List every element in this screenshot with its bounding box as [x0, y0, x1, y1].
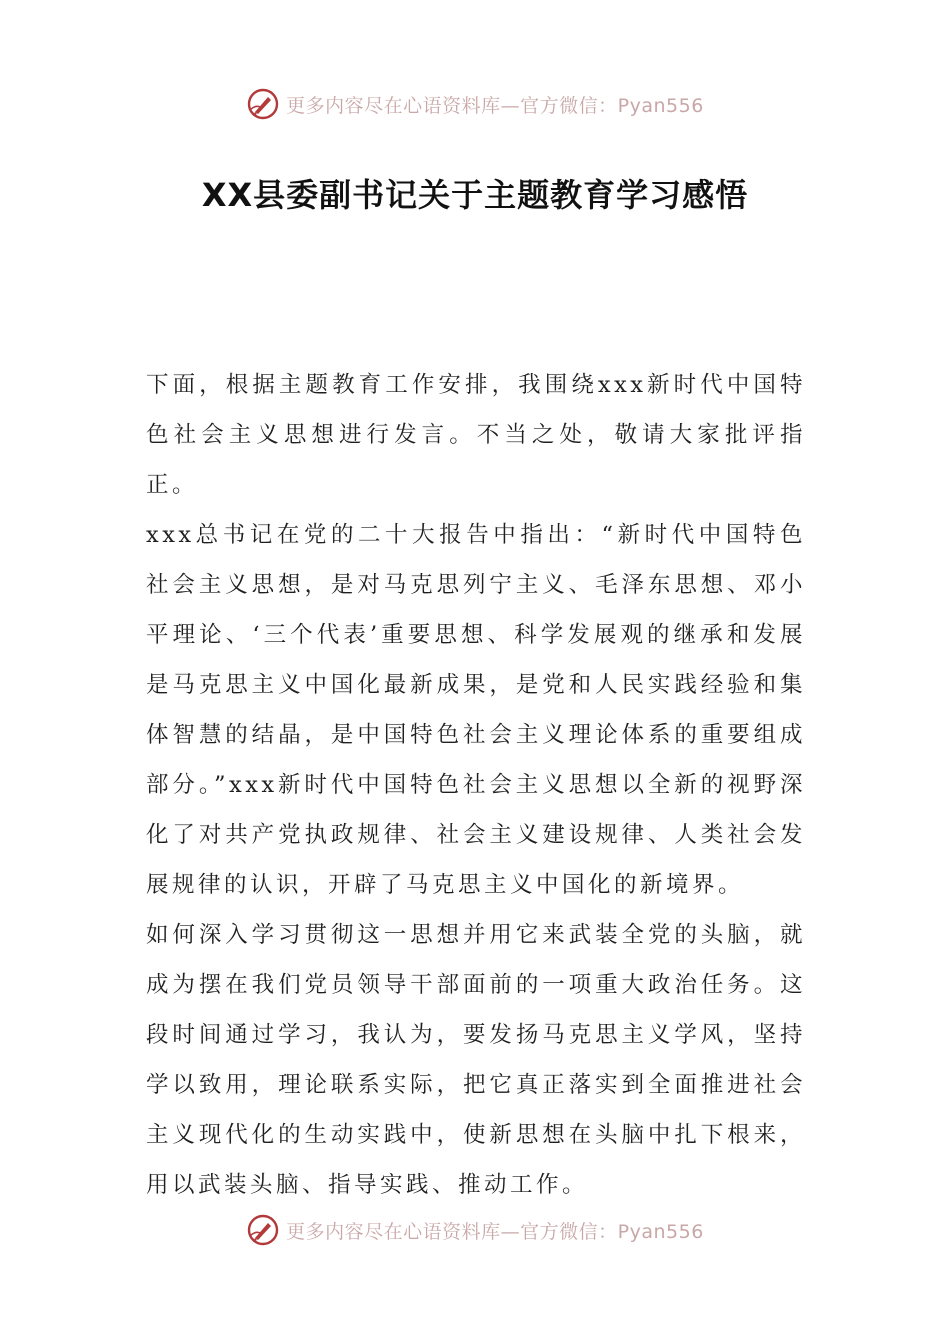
watermark-text	[286, 91, 704, 118]
paragraph-2: xxx总书记在党的二十大报告中指出：“新时代中国特色社会主义思想，是对马克思列宁主义、毛泽东思想、邓小平理论、‘三个代表’重要思想、科学发展观的继承和发展是马克思主义中国化最新成果，是党和人民实践经验和集体智慧的结晶，是中国特色社会主义理论体系的重要组成部分。”xxx新时代中国特色社会主义思想以全新的视野深化了对共产党执政规律、社会主义建设规律、人类社会发展规律的认识，开辟了马克思主义中国化的新境界。	[146, 522, 806, 898]
watermark-label: 更多内容尽在心语资料库—官方微信：	[286, 1220, 618, 1243]
watermark-text	[286, 1217, 704, 1244]
watermark-label: 更多内容尽在心语资料库—官方微信：	[286, 94, 618, 117]
pen-logo-icon	[246, 87, 280, 121]
paragraph-3: 如何深入学习贯彻这一思想并用它来武装全党的头脑，就成为摆在我们党员领导干部面前的一项重大政治任务。这段时间通过学习，我认为，要发扬马克思主义学风，坚持学以致用，理论联系实际，把它真正落实到全面推进社会主义现代化的生动实践中，使新思想在头脑中扎下根来，用以武装头脑、指导实践、推动工作。	[146, 922, 806, 1198]
document-title: XX县委副书记关于主题教育学习感悟	[201, 176, 749, 214]
watermark-wechat-id: Pyan556	[617, 94, 704, 117]
pen-logo-icon	[246, 1213, 280, 1247]
watermark-wechat-id: Pyan556	[617, 1220, 704, 1243]
header-watermark	[0, 84, 950, 124]
footer-watermark	[0, 1210, 950, 1250]
paragraph-1: 下面，根据主题教育工作安排，我围绕xxx新时代中国特色社会主义思想进行发言。不当之处，敬请大家批评指正。	[146, 372, 806, 498]
document-body	[146, 360, 806, 1210]
